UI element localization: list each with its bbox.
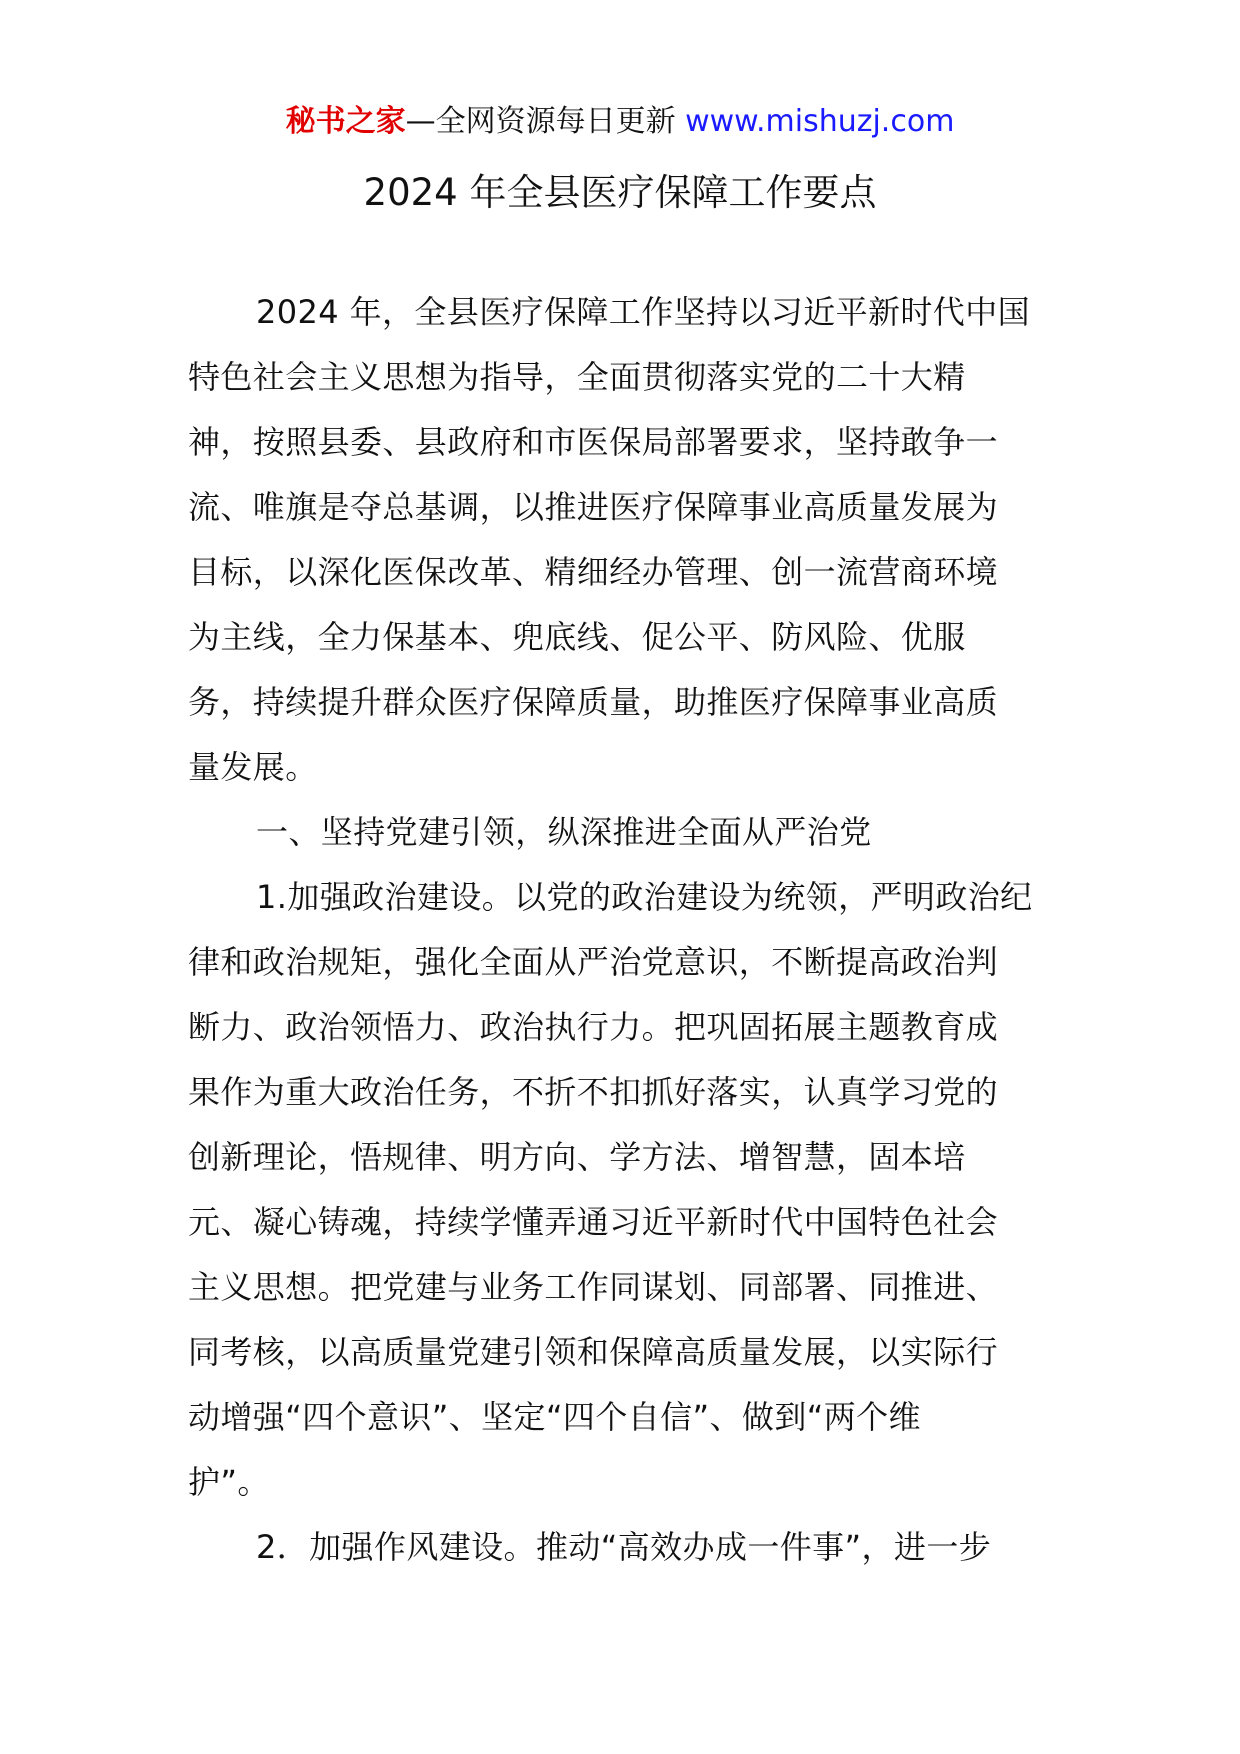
paragraph-line: 动增强“四个意识”、坚定“四个自信”、做到“两个维	[188, 1398, 921, 1436]
header-slogan: —全网资源每日更新	[405, 104, 676, 139]
paragraph-line: 同考核，以高质量党建引领和保障高质量发展，以实际行	[188, 1333, 999, 1371]
document-body	[188, 292, 1054, 1592]
paragraph-line: 断力、政治领悟力、政治执行力。把巩固拓展主题教育成	[188, 1008, 999, 1046]
website-link[interactable]: www.mishuzj.com	[675, 104, 955, 139]
paragraph-line: 特色社会主义思想为指导，全面贯彻落实党的二十大精	[188, 358, 966, 396]
paragraph-line: 1.加强政治建设。以党的政治建设为统领，严明政治纪	[256, 878, 1033, 916]
paragraph-line: 目标，以深化医保改革、精细经办管理、创一流营商环境	[188, 553, 999, 591]
paragraph-line: 量发展。	[188, 748, 318, 786]
paragraph-line: 创新理论，悟规律、明方向、学方法、增智慧，固本培	[188, 1138, 966, 1176]
paragraph-line: 神，按照县委、县政府和市医保局部署要求，坚持敢争一	[188, 423, 999, 461]
paragraph-line: 务，持续提升群众医疗保障质量，助推医疗保障事业高质	[188, 683, 999, 721]
document-title: 2024 年全县医疗保障工作要点	[363, 171, 877, 214]
paragraph-line: 2024 年，全县医疗保障工作坚持以习近平新时代中国	[256, 293, 1031, 331]
brand-name: 秘书之家	[285, 104, 406, 139]
page-header	[0, 102, 1240, 142]
paragraph-line: 护”。	[188, 1463, 270, 1501]
paragraph-line: 为主线，全力保基本、兜底线、促公平、防风险、优服	[188, 618, 966, 656]
section-heading: 一、坚持党建引领，纵深推进全面从严治党	[256, 813, 872, 851]
paragraph-line: 律和政治规矩，强化全面从严治党意识，不断提高政治判	[188, 943, 999, 981]
paragraph-line: 元、凝心铸魂，持续学懂弄通习近平新时代中国特色社会	[188, 1203, 999, 1241]
paragraph-line: 2．加强作风建设。推动“高效办成一件事”，进一步	[256, 1528, 992, 1566]
paragraph-line: 主义思想。把党建与业务工作同谋划、同部署、同推进、	[188, 1268, 999, 1306]
paragraph-line: 流、唯旗是夺总基调，以推进医疗保障事业高质量发展为	[188, 488, 999, 526]
paragraph-line: 果作为重大政治任务，不折不扣抓好落实，认真学习党的	[188, 1073, 999, 1111]
